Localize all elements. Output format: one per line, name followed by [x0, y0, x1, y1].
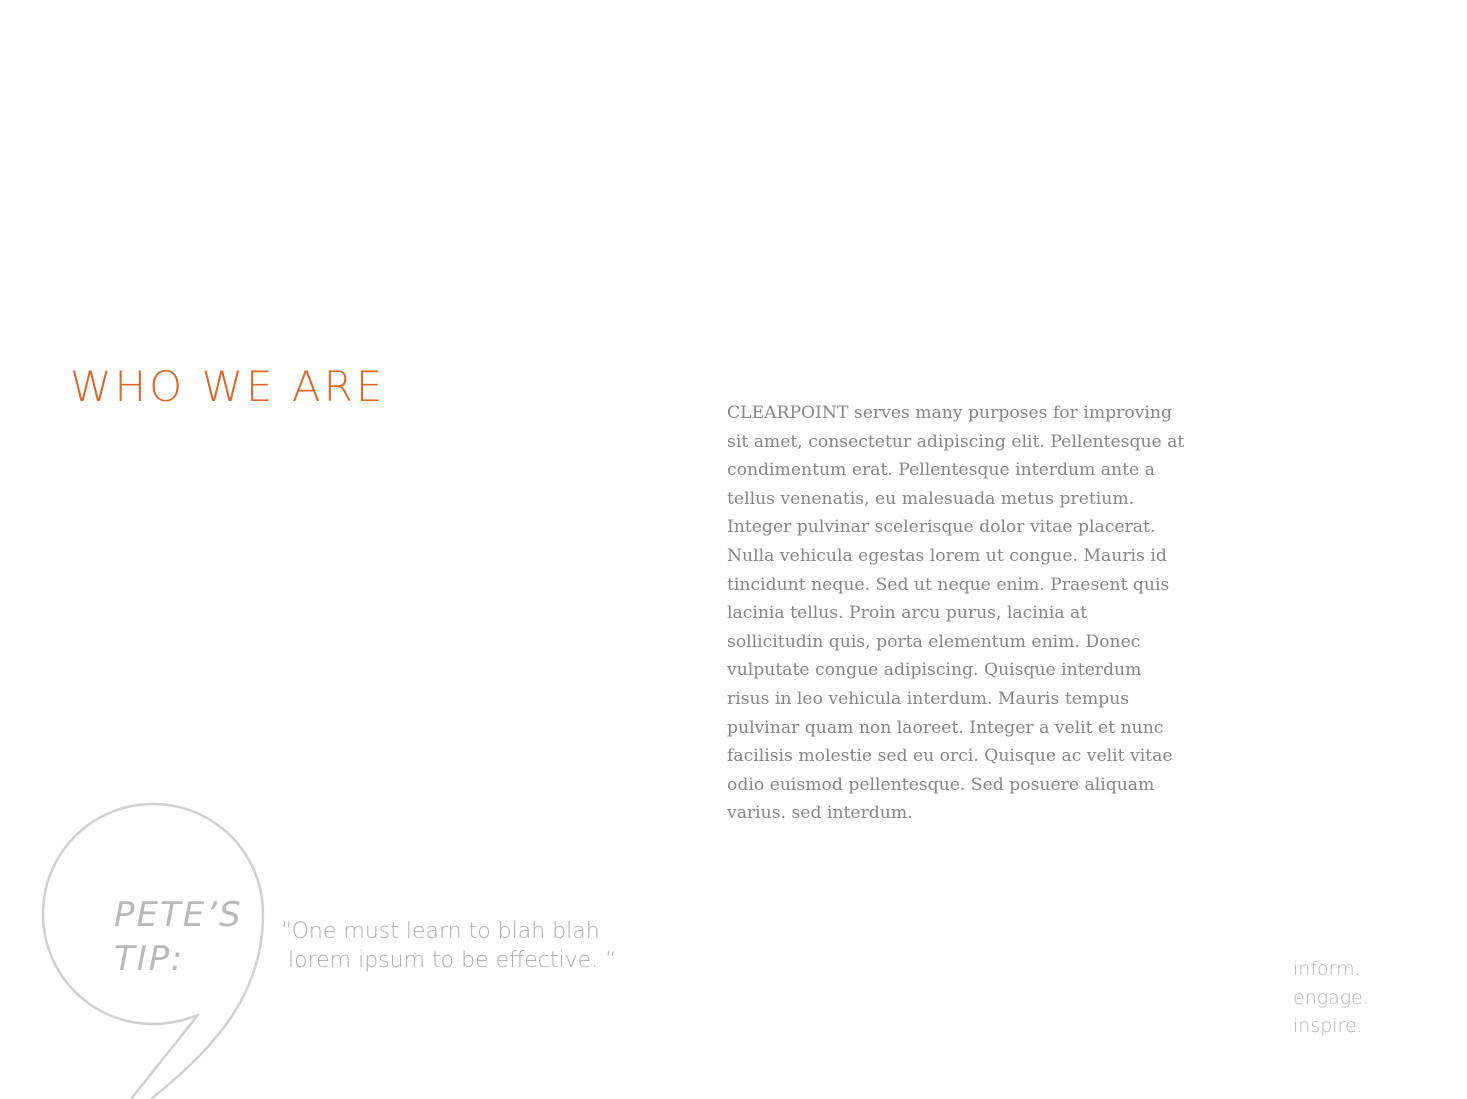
body-line: tellus venenatis, eu malesuada metus pretium.: [727, 488, 1135, 509]
body-line: vulputate congue adipiscing. Quisque interdum: [727, 660, 1142, 681]
body-line: CLEARPOINT serves many purposes for improving: [727, 403, 1172, 423]
body-line: condimentum erat. Pellentesque interdum ante a: [727, 460, 1155, 481]
body-line: pulvinar quam non laoreet. Integer a velit et nunc: [727, 717, 1164, 738]
body-line: lacinia tellus. Proin arcu purus, lacinia at: [727, 603, 1088, 624]
tagline-line: inform.: [1293, 958, 1361, 980]
tip-quote: [281, 917, 617, 975]
tip-quote-line: lorem ipsum to be effective. “: [281, 948, 617, 973]
tagline: [1293, 955, 1369, 1041]
section-heading: WHO WE ARE: [70, 362, 386, 411]
body-line: sit amet, consectetur adipiscing elit. Pellentesque at: [727, 431, 1185, 452]
body-line: tincidunt neque. Sed ut neque enim. Praesent quis: [727, 574, 1170, 595]
section-body: [727, 399, 1207, 828]
tip-title-line: TIP:: [114, 939, 185, 979]
tip-title: [114, 893, 243, 981]
tip-title-line: PETE’S: [114, 895, 243, 935]
body-line: risus in leo vehicula interdum. Mauris tempus: [727, 688, 1130, 709]
body-line: sollicitudin quis, porta elementum enim. Donec: [727, 631, 1141, 652]
tagline-line: inspire.: [1293, 1015, 1363, 1037]
tip-quote-line: “One must learn to blah blah: [281, 919, 600, 944]
body-line: facilisis molestie sed eu orci. Quisque ac velit vitae: [727, 746, 1173, 767]
tagline-line: engage.: [1293, 986, 1369, 1009]
body-line: varius. sed interdum.: [727, 803, 913, 824]
body-line: odio euismod pellentesque. Sed posuere aliquam: [727, 774, 1155, 795]
body-line: Nulla vehicula egestas lorem ut congue. Mauris id: [727, 545, 1167, 566]
body-line: Integer pulvinar scelerisque dolor vitae placerat.: [727, 517, 1156, 538]
